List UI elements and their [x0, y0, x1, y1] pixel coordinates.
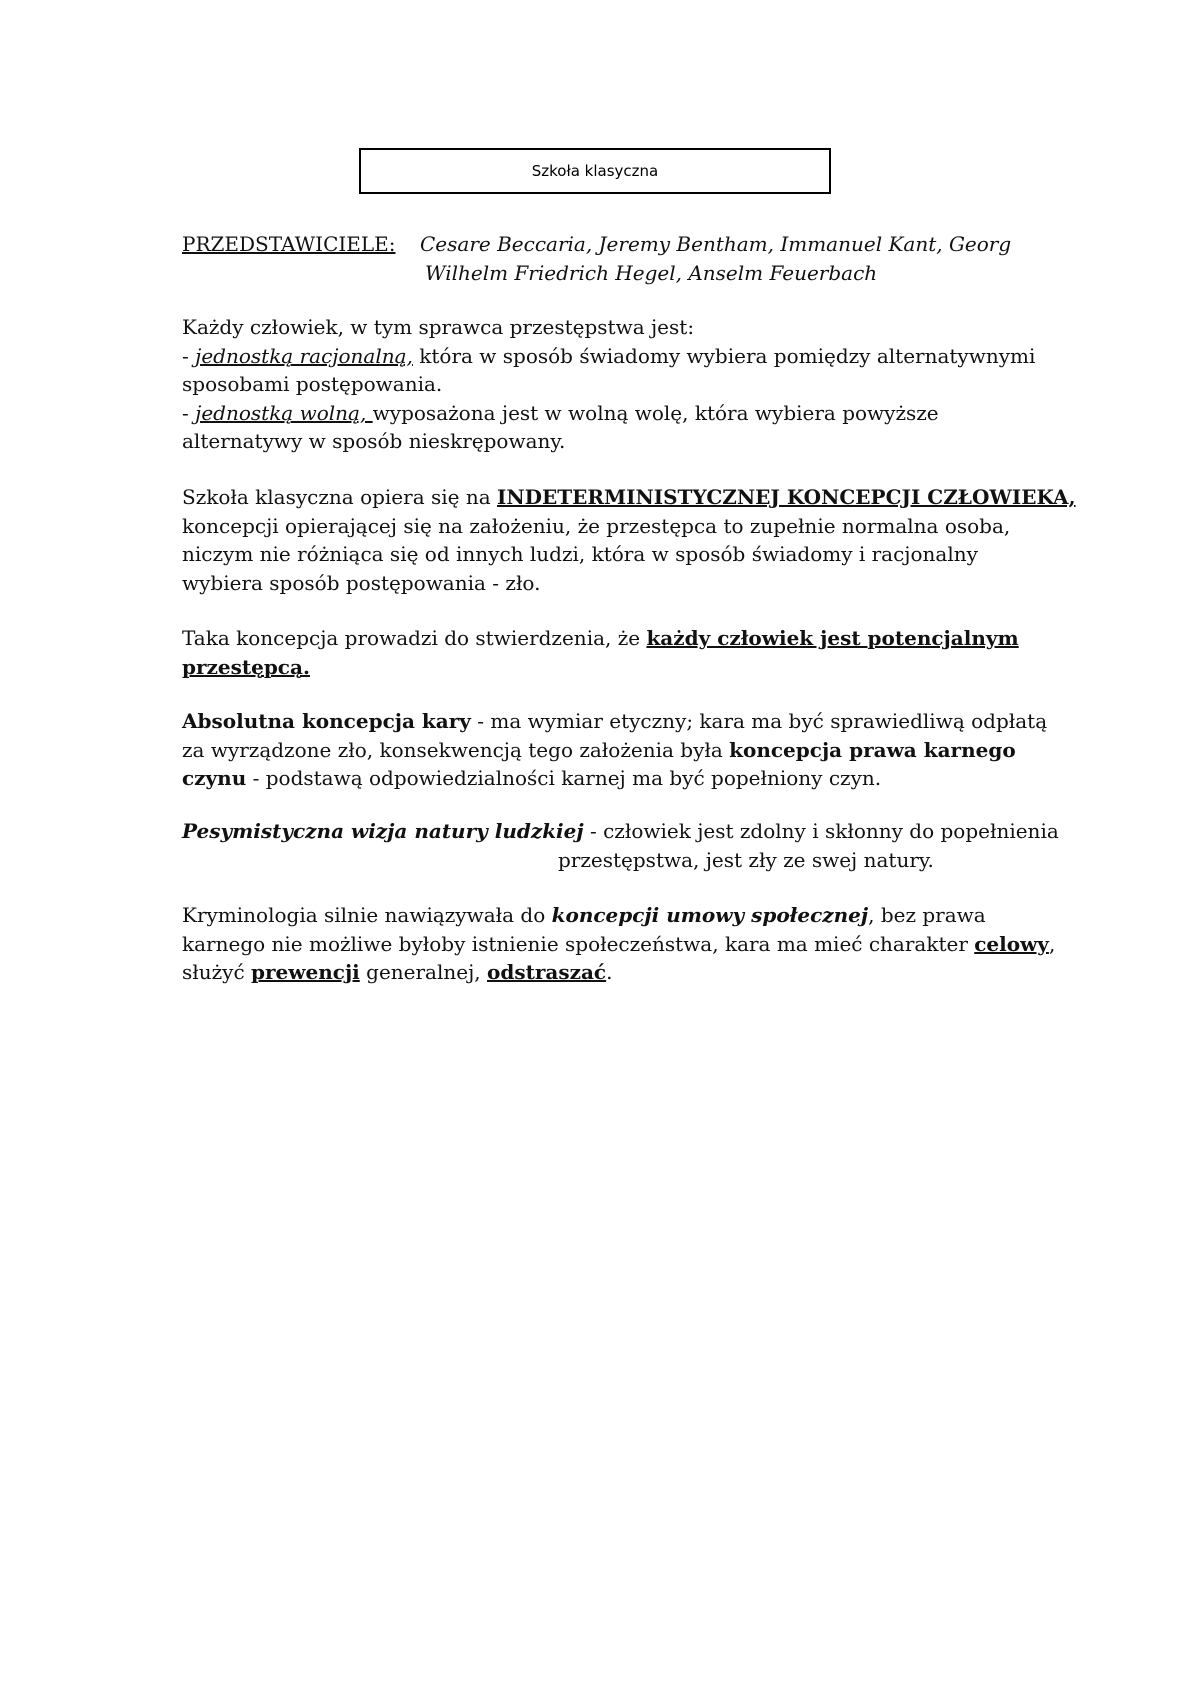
representatives-label: PRZEDSTAWICIELE: [182, 232, 396, 256]
text-line [182, 399, 1042, 428]
text-fragment: . [606, 960, 613, 984]
paragraph-absolute-punishment [182, 707, 1048, 793]
text-line [182, 958, 1042, 987]
title-box [359, 148, 831, 194]
text-line [182, 624, 1042, 653]
term-prevention: prewencji [251, 960, 360, 984]
text-line [182, 901, 1042, 930]
text-fragment: Kryminologia silnie nawiązywała do [182, 903, 552, 927]
text-fragment: - podstawą odpowiedzialności karnej ma być popełniony czyn. [246, 766, 882, 790]
term-deter: odstraszać [487, 960, 607, 984]
text-line [182, 342, 1042, 371]
term-indeterministic-concept: INDETERMINISTYCZNEJ KONCEPCJI CZŁOWIEKA, [497, 485, 1076, 509]
term-potential-offender: każdy człowiek jest potencjalnym [646, 626, 1019, 650]
text-line [182, 817, 1059, 846]
term-absolute-punishment: Absolutna koncepcja kary [182, 709, 471, 733]
text-fragment: za wyrządzone zło, konsekwencją tego założenia była [182, 737, 730, 762]
dash: - [182, 343, 196, 368]
paragraph-indeterministic [182, 483, 1076, 597]
text-line [182, 483, 1076, 512]
representatives-line-1: Cesare Beccaria, Jeremy Bentham, Immanuel Kant, Georg [420, 232, 1012, 256]
dash: - [182, 400, 196, 425]
paragraph-human-traits [182, 313, 1042, 456]
text-fragment: karnego nie możliwe byłoby istnienie społeczeństwa, kara ma mieć charakter [182, 931, 975, 956]
text-line [182, 764, 1042, 793]
text-line: wybiera sposób postępowania - zło. [182, 570, 541, 595]
term-social-contract: koncepcji umowy społecznej [551, 903, 869, 927]
text-fragment: , [1048, 931, 1056, 956]
term-rational-unit: jednostką racjonalną, [195, 343, 413, 368]
paragraph-pessimistic-vision [182, 817, 1059, 874]
term-act: czynu [182, 766, 247, 790]
term-pessimistic-vision: Pesymistyczna wizja natury ludzkiej [182, 819, 584, 843]
paragraph-potential-offender [182, 624, 1042, 681]
representatives-line-2: Wilhelm Friedrich Hegel, Anselm Feuerbach [425, 260, 878, 285]
representatives-names [420, 230, 1011, 287]
text-line: Każdy człowiek, w tym sprawca przestępstwa jest: [182, 315, 695, 339]
text-line: alternatywy w sposób nieskrępowany. [182, 429, 566, 453]
text-fragment: - ma wymiar etyczny; kara ma być sprawiedliwą odpłatą [470, 709, 1048, 733]
paragraph-social-contract [182, 901, 1056, 987]
term-offender: przestępcą. [182, 654, 310, 679]
text-fragment: Taka koncepcja prowadzi do stwierdzenia, że [182, 626, 647, 650]
term-purposeful: celowy [974, 931, 1049, 956]
text-fragment: - człowiek jest zdolny i skłonny do popełnienia [583, 819, 1059, 843]
text-line: sposobami postępowania. [182, 372, 443, 396]
text-line [182, 707, 1048, 736]
text-fragment: służyć [182, 960, 252, 984]
text-fragment: wyposażona jest w wolną wolę, która wybiera powyższe [372, 400, 939, 425]
text-fragment: Szkoła klasyczna opiera się na [182, 485, 497, 509]
document-title: Szkoła klasyczna [531, 162, 659, 180]
text-line [182, 930, 1056, 959]
text-line: przestępstwa, jest zły ze swej natury. [558, 847, 934, 872]
term-criminal-law-concept: koncepcja prawa karnego [729, 737, 1016, 762]
text-fragment: która w sposób świadomy wybiera pomiędzy alternatywnymi [412, 343, 1036, 368]
text-line: niczym nie różniąca się od innych ludzi, która w sposób świadomy i racjonalny [182, 542, 978, 566]
term-free-unit: jednostką wolną, [195, 400, 373, 425]
text-fragment: generalnej, [359, 960, 488, 984]
text-line [182, 736, 1042, 765]
text-line [182, 653, 1042, 682]
text-fragment: , bez prawa [868, 903, 986, 927]
text-line: koncepcji opierającej się na założeniu, że przestępca to zupełnie normalna osoba, [182, 513, 1011, 538]
